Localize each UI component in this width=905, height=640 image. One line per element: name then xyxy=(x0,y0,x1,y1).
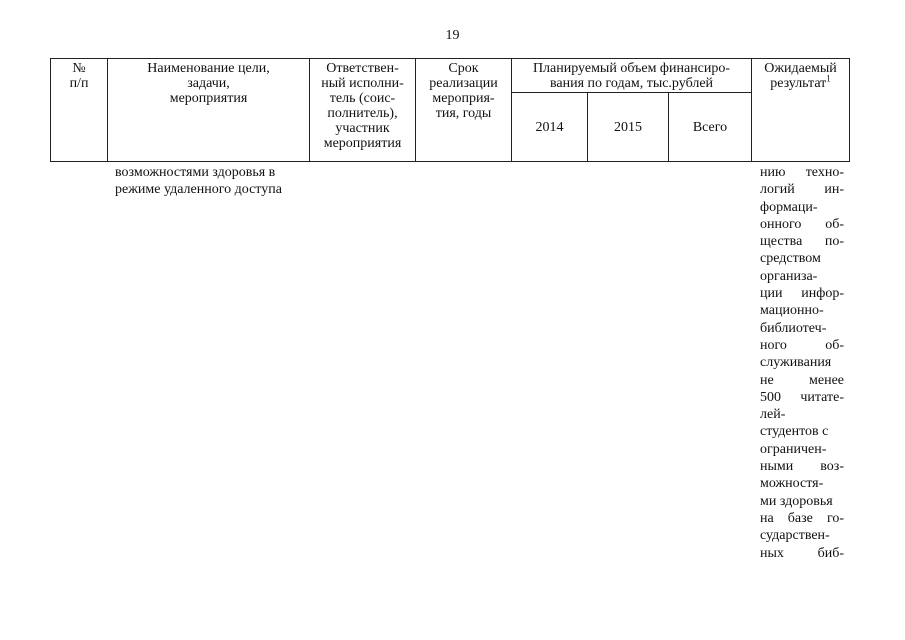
result-line: мационно- xyxy=(760,303,824,319)
result-line: онного об- xyxy=(760,216,844,232)
result-line: ного об- xyxy=(760,337,844,353)
header-financing: Планируемый объем финансиро- вания по годам, тыс.рублей xyxy=(512,59,752,93)
result-line: служивания xyxy=(760,355,832,371)
activity-name-continued: возможностями здоровья в режиме удаленного доступа xyxy=(115,165,282,197)
result-line: студентов с xyxy=(760,424,829,440)
header-total: Всего xyxy=(669,93,752,162)
result-line: 500 читате- xyxy=(760,389,844,405)
header-term: Срок реализации мероприя- тия, годы xyxy=(416,59,512,162)
result-line: ных биб- xyxy=(760,545,844,561)
result-line: нию техно- xyxy=(760,165,844,180)
result-line: формаци- xyxy=(760,199,818,215)
result-line: не менее xyxy=(760,372,844,388)
result-line: логий ин- xyxy=(760,182,844,198)
header-responsible: Ответствен- ный исполни- тель (соис- полнитель), участник мероприятия xyxy=(310,59,416,162)
result-line: ми здоровья xyxy=(760,493,833,509)
result-line: ограничен- xyxy=(760,441,827,457)
result-line: организа- xyxy=(760,268,818,284)
result-line: ными воз- xyxy=(760,459,844,475)
result-line: библиотеч- xyxy=(760,320,827,336)
result-line: средством xyxy=(760,251,821,267)
header-number: № п/п xyxy=(51,59,108,162)
expected-result-text xyxy=(760,164,844,562)
result-line: лей- xyxy=(760,407,786,423)
result-line: на базе го- xyxy=(760,510,844,526)
result-line: ции инфор- xyxy=(760,286,844,302)
result-line: сударствен- xyxy=(760,528,830,544)
footnote-mark: 1 xyxy=(826,73,831,84)
result-line: щества по- xyxy=(760,234,844,250)
header-result: Ожидаемый результат$^1$ xyxy=(752,59,850,162)
header-year-2014: 2014 xyxy=(512,93,588,162)
result-line: можностя- xyxy=(760,476,824,492)
page-number: 19 xyxy=(445,28,460,43)
table-header xyxy=(50,58,850,162)
header-name: Наименование цели, задачи, мероприятия xyxy=(108,59,310,162)
header-year-2015: 2015 xyxy=(588,93,669,162)
